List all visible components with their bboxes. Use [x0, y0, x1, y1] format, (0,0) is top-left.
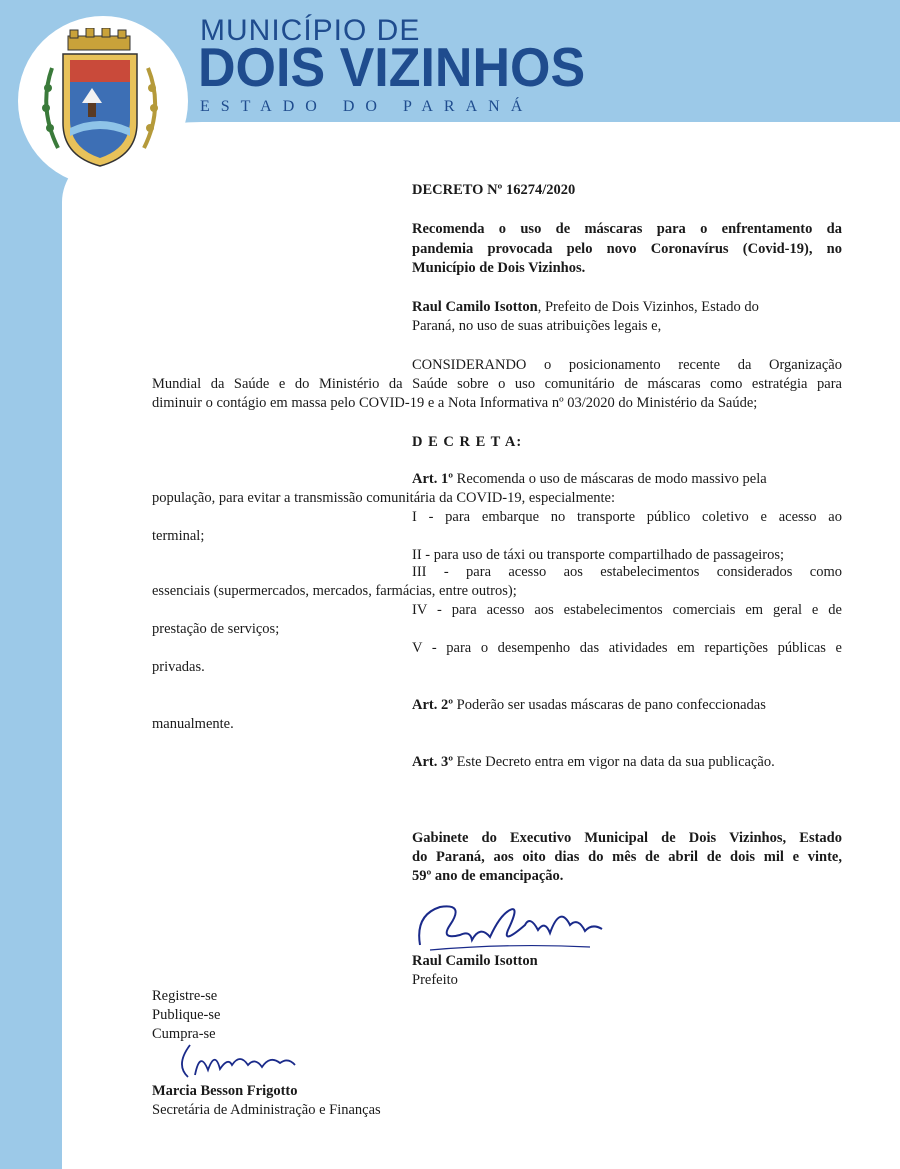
item2-line: II - para uso de táxi ou transporte compartilhado de passageiros;	[412, 547, 785, 563]
sidebar-band	[0, 0, 62, 1169]
mayor-name: Raul Camilo Isotton	[412, 953, 538, 969]
municipal-crest-icon	[30, 28, 175, 173]
decree-title: DECRETO Nº 16274/2020	[412, 182, 576, 198]
intro-rest: , Prefeito de Dois Vizinhos, Estado do	[537, 299, 759, 315]
decreta-heading: D E C R E T A:	[412, 434, 523, 450]
item4-line-2: prestação de serviços;	[152, 621, 280, 637]
register-line-3: Cumpra-se	[152, 1026, 216, 1042]
intro-line-1	[412, 298, 842, 317]
secretary-role: Secretária de Administração e Finanças	[152, 1102, 381, 1118]
art2-text: Poderão ser usadas máscaras de pano confeccionadas	[453, 697, 766, 713]
item1-line-1: I - para embarque no transporte público coletivo e acesso ao	[412, 509, 842, 525]
art1-line-1	[412, 470, 842, 489]
art1-label: Art. 1º	[412, 471, 454, 487]
art2-label: Art. 2º	[412, 697, 454, 713]
intro-line-2: Paraná, no uso de suas atribuições legais e,	[412, 318, 662, 334]
intro-name: Raul Camilo Isotton	[412, 299, 538, 315]
mayor-role: Prefeito	[412, 972, 458, 988]
item5-line-1: V - para o desempenho das atividades em repartições públicas e	[412, 640, 842, 656]
item3-line-2: essenciais (supermercados, mercados, farmácias, entre outros);	[152, 583, 517, 599]
item3-line-1: III - para acesso aos estabelecimentos considerados como	[412, 564, 842, 580]
art3-text: Este Decreto entra em vigor na data da sua publicação.	[453, 754, 775, 770]
summary-line-1: Recomenda o uso de máscaras para o enfrentamento da	[412, 221, 842, 237]
art2-line-2: manualmente.	[152, 716, 234, 732]
mayor-signature	[410, 895, 610, 960]
secretary-name: Marcia Besson Frigotto	[152, 1083, 298, 1099]
art1-line-2: população, para evitar a transmissão comunitária da COVID-19, especialmente:	[152, 490, 616, 506]
art3-label: Art. 3º	[412, 754, 454, 770]
closing-line-3: 59º ano de emancipação.	[412, 868, 564, 884]
header-municipio: MUNICÍPIO DE	[200, 14, 421, 47]
item1-line-2: terminal;	[152, 528, 205, 544]
summary-line-3: Município de Dois Vizinhos.	[412, 260, 586, 276]
art3-line-1	[412, 753, 775, 772]
item4-line-1: IV - para acesso aos estabelecimentos comerciais em geral e de	[412, 602, 842, 618]
considering-line-3: diminuir o contágio em massa pelo COVID-19 e a Nota Informativa nº 03/2020 do Ministério da Saúde;	[152, 395, 758, 411]
secretary-signature	[170, 1035, 310, 1083]
art2-line-1	[412, 696, 842, 715]
register-line-1: Registre-se	[152, 988, 218, 1004]
header-state: ESTADO DO PARANÁ	[200, 98, 534, 115]
closing-line-2: do Paraná, aos oito dias do mês de abril de dois mil e vinte,	[412, 849, 842, 865]
register-line-2: Publique-se	[152, 1007, 221, 1023]
closing-line-1: Gabinete do Executivo Municipal de Dois Vizinhos, Estado	[412, 830, 842, 846]
considering-line-2: Mundial da Saúde e do Ministério da Saúde sobre o uso comunitário de máscaras como estratégia para	[152, 376, 842, 392]
item5-line-2: privadas.	[152, 659, 205, 675]
art1-text: Recomenda o uso de máscaras de modo massivo pela	[453, 471, 767, 487]
header-city-name: DOIS VIZINHOS	[198, 37, 586, 99]
considering-line-1: CONSIDERANDO o posicionamento recente da Organização	[412, 357, 842, 373]
summary-line-2: pandemia provocada pelo novo Coronavírus (Covid-19), no	[412, 241, 842, 257]
